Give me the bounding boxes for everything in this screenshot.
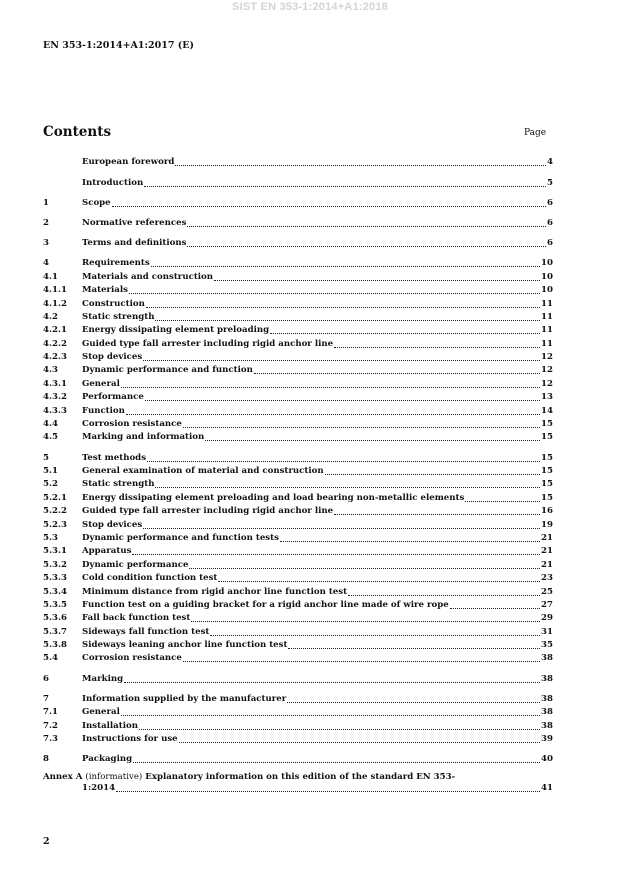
toc-annex-entry[interactable] [43, 772, 553, 794]
toc-entry-title: Marking [82, 673, 124, 684]
toc-entry[interactable] [43, 651, 553, 664]
toc-entry[interactable] [43, 598, 553, 611]
toc-entry[interactable] [43, 490, 553, 503]
toc-entry-title: Function test on a guiding bracket for a rigid anchor line made of wire rope [82, 599, 449, 610]
toc-entry-number: 4.1.2 [43, 298, 67, 309]
leader-dots [121, 387, 540, 388]
toc-entry-page: 10 [541, 258, 553, 269]
toc-entry[interactable] [43, 195, 553, 208]
toc-entry[interactable] [43, 283, 553, 296]
toc-entry-page: 6 [547, 197, 553, 208]
toc-entry-title: Installation [82, 720, 138, 731]
leader-dots [205, 440, 540, 441]
toc-entry-title: Scope [82, 197, 111, 208]
leader-dots [183, 661, 540, 662]
toc-entry-page: 38 [541, 673, 553, 684]
page-title: Contents [43, 124, 112, 140]
leader-dots [254, 373, 540, 374]
leader-dots [348, 595, 540, 596]
toc-entry-page: 4 [547, 157, 553, 168]
toc-entry[interactable] [43, 336, 553, 349]
toc-entry-title: Dynamic performance and function tests [82, 532, 279, 543]
toc-entry-title: Instructions for use [82, 734, 178, 744]
toc-entry-page: 15 [541, 419, 553, 430]
leader-dots [210, 635, 540, 636]
toc-entry-page: 19 [541, 519, 553, 530]
leader-dots [334, 347, 540, 348]
toc-entry-title: Packaging [82, 754, 133, 765]
toc-entry-page: 12 [541, 365, 553, 376]
toc-entry[interactable] [43, 236, 553, 249]
toc-entry-title: Apparatus [82, 546, 132, 557]
toc-entry-page: 21 [541, 559, 553, 570]
toc-entry-title: Introduction [82, 177, 144, 188]
leader-dots [450, 608, 540, 609]
toc-entry[interactable] [43, 705, 553, 718]
toc-entry[interactable] [43, 718, 553, 731]
toc-entry-page: 15 [541, 432, 553, 443]
toc-entry[interactable] [43, 464, 553, 477]
toc-entry-number: 4.2.1 [43, 325, 67, 336]
toc-entry-title: General [82, 378, 120, 389]
leader-dots [280, 541, 540, 542]
toc-entry[interactable] [43, 403, 553, 416]
toc-entry[interactable] [43, 557, 553, 570]
toc-entry[interactable] [43, 531, 553, 544]
leader-dots [132, 554, 540, 555]
leader-dots [151, 266, 540, 267]
toc-entry-number: 7.1 [43, 707, 58, 718]
toc-entry-number: 4.4 [43, 419, 58, 430]
toc-entry[interactable] [43, 269, 553, 282]
toc-entry-number: 4.2 [43, 311, 58, 322]
toc-entry-page: 40 [541, 754, 553, 765]
toc-entry-title: Requirements [82, 258, 150, 269]
toc-entry-page: 15 [541, 479, 553, 490]
toc-entry-title: General [82, 707, 120, 718]
toc-entry-page: 21 [541, 546, 553, 557]
toc-entry-page: 10 [541, 271, 553, 282]
footer-page-number: 2 [43, 836, 50, 847]
leader-dots [179, 742, 540, 743]
toc-entry[interactable] [43, 571, 553, 584]
toc-entry-title: European foreword [82, 157, 175, 168]
toc-entry[interactable] [43, 611, 553, 624]
toc-entry-title: Minimum distance from rigid anchor line function test [82, 586, 348, 597]
leader-dots [155, 487, 540, 488]
toc-entry-page: 11 [541, 298, 553, 309]
leader-dots [183, 427, 540, 428]
toc-entry[interactable] [43, 691, 553, 704]
toc-entry-title: Dynamic performance [82, 559, 189, 570]
annex-label: Annex A [43, 772, 83, 783]
toc-entry-page: 31 [541, 626, 553, 637]
table-of-contents [43, 155, 553, 794]
toc-entry-page: 38 [541, 707, 553, 718]
toc-entry[interactable] [43, 504, 553, 517]
toc-entry-page: 11 [541, 325, 553, 336]
toc-entry-number: 5.3.5 [43, 599, 67, 610]
toc-entry-title: Guided type fall arrester including rigid anchor line [82, 338, 334, 349]
toc-entry-title: Dynamic performance and function [82, 365, 253, 376]
toc-entry-title: Information supplied by the manufacturer [82, 693, 287, 704]
toc-entry-number: 4 [43, 258, 49, 269]
toc-entry-number: 4.3.3 [43, 405, 67, 416]
toc-entry-title: Fall back function test [82, 613, 191, 624]
toc-entry-number: 6 [43, 673, 49, 684]
toc-entry-number: 4.2.3 [43, 352, 67, 363]
toc-entry-number: 5.2.3 [43, 519, 67, 530]
leader-dots [189, 568, 540, 569]
toc-entry[interactable] [43, 517, 553, 530]
toc-entry[interactable] [43, 477, 553, 490]
toc-entry-number: 5.3.6 [43, 613, 67, 624]
leader-dots [145, 400, 540, 401]
toc-entry-page: 13 [541, 392, 553, 403]
toc-entry[interactable] [43, 450, 553, 463]
leader-dots [287, 702, 540, 703]
toc-entry-title: Construction [82, 298, 145, 309]
document-id: EN 353-1:2014+A1:2017 (E) [43, 40, 194, 51]
toc-entry-title: Corrosion resistance [82, 419, 182, 430]
toc-entry-number: 4.3 [43, 365, 58, 376]
toc-entry[interactable] [43, 544, 553, 557]
leader-dots [116, 791, 540, 792]
toc-entry[interactable] [43, 638, 553, 651]
leader-dots [187, 226, 546, 227]
toc-entry-number: 7.3 [43, 734, 58, 744]
toc-entry-title: Stop devices [82, 519, 143, 530]
toc-entry-number: 3 [43, 238, 49, 249]
toc-entry-page: 11 [541, 338, 553, 349]
toc-entry[interactable] [43, 376, 553, 389]
toc-entry[interactable] [43, 732, 553, 745]
toc-entry[interactable] [43, 350, 553, 363]
leader-dots [270, 333, 540, 334]
toc-entry-number: 5.3 [43, 532, 58, 543]
toc-entry-number: 4.1 [43, 271, 58, 282]
toc-entry-number: 5 [43, 452, 49, 463]
toc-entry-page: 10 [541, 285, 553, 296]
watermark-text: SIST EN 353-1:2014+A1:2018 [232, 1, 388, 13]
leader-dots [129, 293, 540, 294]
toc-entry-title: Cold condition function test [82, 573, 218, 584]
toc-entry-page: 11 [541, 311, 553, 322]
toc-entry[interactable] [43, 155, 553, 168]
toc-entry-title: Energy dissipating element preloading [82, 325, 270, 336]
toc-entry-title: Static strength [82, 479, 155, 490]
annex-type: (informative) [85, 772, 143, 783]
toc-entry-title: Test methods [82, 452, 147, 463]
toc-entry[interactable] [43, 216, 553, 229]
toc-entry[interactable] [43, 363, 553, 376]
toc-entry-title: Materials [82, 285, 128, 296]
leader-dots [191, 621, 540, 622]
toc-entry-page: 38 [541, 720, 553, 731]
toc-entry-title: Normative references [82, 217, 187, 228]
leader-dots [121, 715, 540, 716]
leader-dots [187, 246, 546, 247]
leader-dots [112, 206, 546, 207]
toc-entry-page: 38 [541, 693, 553, 704]
toc-entry-page: 35 [541, 640, 553, 651]
annex-title-line2: 1:2014 [82, 783, 116, 794]
toc-entry-number: 7 [43, 693, 49, 704]
toc-entry-title: Stop devices [82, 352, 143, 363]
toc-entry[interactable] [43, 417, 553, 430]
toc-entry-number: 5.2.2 [43, 506, 67, 517]
toc-entry-title: Marking and information [82, 432, 205, 443]
toc-entry[interactable] [43, 752, 553, 765]
toc-entry-title: Function [82, 405, 125, 416]
toc-entry-title: Sideways leaning anchor line function test [82, 640, 288, 651]
leader-dots [139, 729, 540, 730]
toc-entry-page: 15 [541, 465, 553, 476]
leader-dots [218, 581, 540, 582]
toc-entry[interactable] [43, 175, 553, 188]
toc-entry-title: Terms and definitions [82, 238, 187, 249]
toc-entry[interactable] [43, 310, 553, 323]
leader-dots [147, 461, 540, 462]
leader-dots [155, 320, 540, 321]
toc-entry-page: 6 [547, 217, 553, 228]
toc-entry-title: Static strength [82, 311, 155, 322]
toc-entry-number: 5.1 [43, 465, 58, 476]
toc-entry-number: 4.5 [43, 432, 58, 443]
toc-entry-page: 23 [541, 573, 553, 584]
leader-dots [146, 307, 540, 308]
toc-entry-number: 5.3.8 [43, 640, 67, 651]
toc-entry-number: 1 [43, 197, 49, 208]
leader-dots [133, 762, 540, 763]
toc-entry-title: General examination of material and construction [82, 465, 324, 476]
toc-entry-title: Corrosion resistance [82, 653, 182, 664]
toc-entry-title: Performance [82, 392, 144, 403]
toc-entry[interactable] [43, 296, 553, 309]
toc-entry[interactable] [43, 390, 553, 403]
leader-dots [214, 280, 540, 281]
toc-entry[interactable] [43, 430, 553, 443]
toc-entry-number: 5.3.4 [43, 586, 67, 597]
toc-entry-number: 8 [43, 754, 49, 765]
leader-dots [126, 414, 540, 415]
toc-entry-number: 5.3.3 [43, 573, 67, 584]
leader-dots [143, 528, 540, 529]
toc-entry-number: 7.2 [43, 720, 58, 731]
toc-entry-page: 15 [541, 452, 553, 463]
toc-entry-number: 4.3.2 [43, 392, 67, 403]
annex-page-number: 41 [541, 783, 553, 794]
toc-entry-number: 4.1.1 [43, 285, 67, 296]
toc-entry-page: 38 [541, 653, 553, 664]
toc-entry-number: 5.3.1 [43, 546, 67, 557]
toc-entry-number: 5.3.7 [43, 626, 67, 637]
toc-entry-page: 12 [541, 352, 553, 363]
leader-dots [334, 514, 540, 515]
toc-entry-page: 29 [541, 613, 553, 624]
toc-entry-page: 12 [541, 378, 553, 389]
toc-entry-page: 25 [541, 586, 553, 597]
toc-entry[interactable] [43, 624, 553, 637]
toc-entry-number: 2 [43, 217, 49, 228]
toc-entry-number: 5.2.1 [43, 492, 67, 503]
annex-title-line1: Explanatory information on this edition of the standard EN 353- [145, 772, 456, 783]
toc-entry-number: 5.3.2 [43, 559, 67, 570]
page-column-label: Page [524, 128, 547, 138]
toc-entry-page: 14 [541, 405, 553, 416]
toc-entry-page: 27 [541, 599, 553, 610]
toc-entry[interactable] [43, 323, 553, 336]
leader-dots [175, 165, 546, 166]
toc-entry-number: 4.2.2 [43, 338, 67, 349]
leader-dots [143, 360, 540, 361]
leader-dots [465, 501, 540, 502]
toc-entry-number: 4.3.1 [43, 378, 67, 389]
leader-dots [325, 474, 540, 475]
toc-entry-title: Energy dissipating element preloading and load bearing non-metallic elements [82, 492, 465, 503]
toc-entry-title: Guided type fall arrester including rigid anchor line [82, 506, 334, 517]
toc-entry-title: Materials and construction [82, 271, 214, 282]
toc-entry-title: Sideways fall function test [82, 626, 210, 637]
toc-entry-page: 6 [547, 238, 553, 249]
leader-dots [144, 186, 546, 187]
toc-entry-number: 5.2 [43, 479, 58, 490]
toc-entry[interactable] [43, 671, 553, 684]
toc-entry[interactable] [43, 256, 553, 269]
toc-entry-page: 15 [541, 492, 553, 503]
toc-entry[interactable] [43, 584, 553, 597]
toc-entry-page: 16 [541, 506, 553, 517]
toc-entry-page: 5 [547, 177, 553, 188]
leader-dots [288, 648, 540, 649]
toc-entry-page: 39 [541, 734, 553, 744]
toc-entry-number: 5.4 [43, 653, 58, 664]
leader-dots [124, 682, 540, 683]
toc-entry-page: 21 [541, 532, 553, 543]
